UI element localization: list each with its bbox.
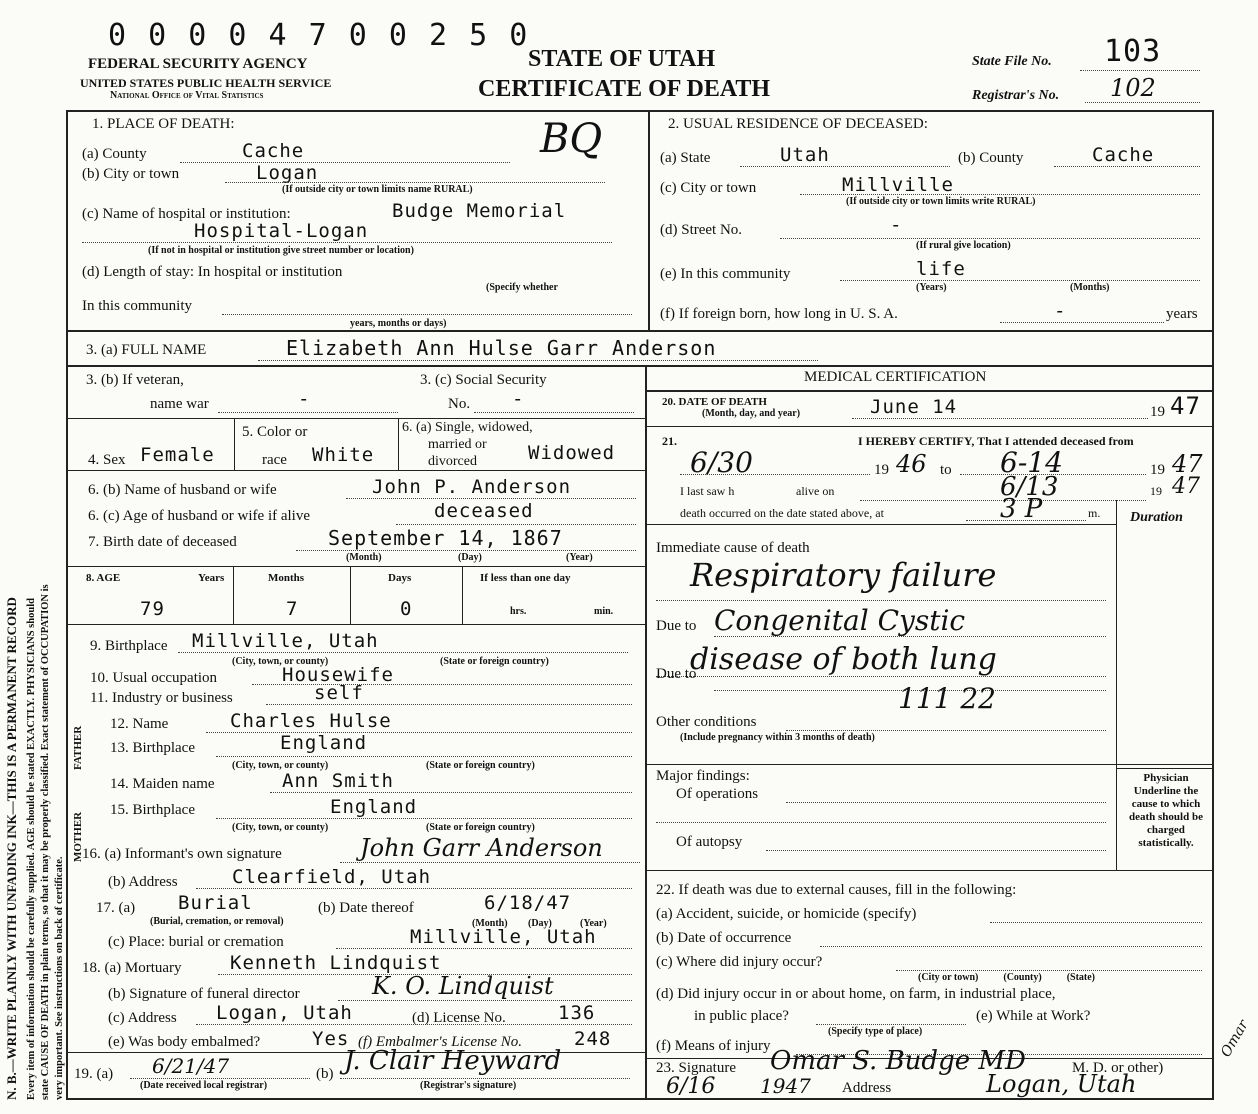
res-state: Utah (780, 144, 830, 166)
registrar-signature: J. Clair Heyward (344, 1046, 562, 1076)
mother-bp: England (330, 796, 418, 818)
age-months-h: Months (268, 572, 305, 584)
place-city: Logan (256, 162, 319, 184)
place-heading: 1. PLACE OF DEATH: (92, 116, 235, 132)
ext-d-note: (Specify type of place) (828, 1026, 923, 1037)
burial-place: Millville, Utah (410, 926, 597, 948)
side-note-2: Every item of information should be carefully supplied. AGE should be stated EXACTLY. PHYSICIANS should (26, 598, 37, 1100)
signature-suffix: M. D. or other) (1072, 1060, 1164, 1076)
major-label: Major findings: (656, 768, 750, 784)
father-bp: England (280, 732, 368, 754)
hospital-note: (If not in hospital or institution give street number or location) (148, 245, 414, 256)
age-hrs: hrs. (510, 606, 527, 617)
place-county-label: (a) County (82, 146, 147, 162)
last-saw-date: 6/13 (1000, 472, 1059, 502)
signature-year: 1947 (760, 1074, 811, 1098)
immediate-label: Immediate cause of death (656, 540, 810, 556)
side-note-main: N. B.—WRITE PLAINLY WITH UNFADING INK—THIS IS A PERMANENT RECORD (4, 597, 19, 1100)
spouse: John P. Anderson (372, 476, 572, 498)
attended-to-year: 47 (1172, 450, 1203, 478)
age-days-h: Days (388, 572, 412, 584)
res-foreign-label: (f) If foreign born, how long in U. S. A. (660, 306, 898, 322)
due2-cause: 111 22 (898, 682, 996, 715)
autopsy-label: Of autopsy (676, 834, 743, 850)
spouse-age: deceased (434, 500, 534, 522)
residence-heading: 2. USUAL RESIDENCE OF DECEASED: (668, 116, 928, 132)
informant-address-label: (b) Address (108, 874, 178, 890)
signature-label: 23. Signature (656, 1060, 736, 1076)
age-min: min. (594, 606, 614, 617)
mort-address-label: (c) Address (108, 1010, 177, 1026)
last-year: 47 (1172, 474, 1200, 499)
emb-license-label: (f) Embalmer's License No. (358, 1034, 523, 1050)
registrar-no: 102 (1110, 74, 1156, 102)
marital: Widowed (528, 442, 616, 464)
occurred-label: death occurred on the date stated above, at (680, 506, 884, 520)
war-label: name war (150, 396, 209, 412)
mother-bp-note-2: (State or foreign country) (426, 822, 535, 833)
father-bp-note-2: (State or foreign country) (426, 760, 535, 771)
burial-month-note: (Month) (472, 918, 508, 929)
certify-no: 21. (662, 434, 677, 448)
mort-address: Logan, Utah (216, 1002, 353, 1024)
ext-label: 22. If death was due to external causes, fill in the following: (656, 882, 1017, 898)
ext-e: (e) While at Work? (976, 1008, 1091, 1024)
industry-label: 11. Industry or business (90, 690, 233, 706)
res-foreign: - (1054, 300, 1067, 322)
mortuary-label: 18. (a) Mortuary (82, 960, 182, 976)
attended-from: 6/30 (690, 446, 753, 479)
burial-date-label: (b) Date thereof (318, 900, 414, 916)
father-name: Charles Hulse (230, 710, 392, 732)
side-note-4: very important. See instructions on back of certificate. (54, 856, 65, 1100)
dod-year: 47 (1170, 392, 1201, 420)
spouse-label: 6. (b) Name of husband or wife (88, 482, 277, 498)
race-label: race (262, 452, 287, 468)
medical-heading: MEDICAL CERTIFICATION (804, 369, 987, 385)
marital-label-3: divorced (428, 454, 477, 469)
filed-date: 6/21/47 (152, 1054, 230, 1078)
res-years-suffix: years (1166, 306, 1198, 322)
dod-century: 19 (1150, 404, 1165, 420)
last-saw-label: I last saw h (680, 484, 735, 498)
res-city-label: (c) City or town (660, 180, 757, 196)
director-signature: K. O. Lindquist (372, 972, 554, 1000)
filed-note: (Date received local registrar) (140, 1080, 268, 1091)
service: UNITED STATES PUBLIC HEALTH SERVICE (80, 76, 332, 90)
spouse-age-label: 6. (c) Age of husband or wife if alive (88, 508, 311, 524)
ss-no-label: No. (448, 396, 471, 412)
res-city: Millville (842, 174, 954, 196)
other-label: Other conditions (656, 714, 757, 730)
due2-label: Due to (656, 666, 697, 682)
ext-f: (f) Means of injury (656, 1038, 771, 1054)
industry: self (314, 682, 364, 704)
from-century: 19 (874, 462, 889, 478)
stay-specify: (Specify whether (486, 282, 558, 293)
physician-signature: Omar S. Budge MD (770, 1046, 1026, 1076)
attended-to: 6-14 (1000, 446, 1063, 479)
state-file-no: 103 (1104, 34, 1162, 69)
age-years: 79 (140, 598, 165, 620)
dod: June 14 (870, 396, 958, 418)
ext-c: (c) Where did injury occur? (656, 954, 823, 970)
mother-side-label: MOTHER (72, 811, 84, 862)
office: National Office of Vital Statistics (110, 90, 264, 101)
operations-label: Of operations (676, 786, 759, 802)
age-months: 7 (286, 598, 299, 620)
to-century: 19 (1150, 462, 1165, 478)
res-years: (Years) (916, 282, 947, 293)
ymd-note: years, months or days) (350, 318, 447, 329)
ext-d-2: in public place? (694, 1008, 789, 1024)
immediate-cause: Respiratory failure (690, 556, 997, 594)
age-less-h: If less than one day (480, 572, 571, 584)
father-bp-label: 13. Birthplace (110, 740, 195, 756)
license: 136 (558, 1002, 596, 1024)
certify-text: I HEREBY CERTIFY, That I attended deceased from (858, 434, 1134, 448)
burial-year-note: (Year) (580, 918, 607, 929)
war: - (298, 388, 311, 410)
occurred-m: m. (1088, 506, 1101, 520)
margin-note: Omar (1218, 1017, 1252, 1060)
res-county: Cache (1092, 144, 1155, 166)
occupation: Housewife (282, 664, 394, 686)
registrar-label: Registrar's No. (972, 88, 1060, 103)
mortuary: Kenneth Lindquist (230, 952, 442, 974)
mother-bp-label: 15. Birthplace (110, 802, 195, 818)
hospital-name-2: Hospital-Logan (194, 220, 369, 242)
father-bp-note-1: (City, town, or county) (232, 760, 329, 771)
birth-year-note: (Year) (566, 552, 593, 563)
res-community-label: (e) In this community (660, 266, 791, 282)
father-name-label: 12. Name (110, 716, 169, 732)
birthdate: September 14, 1867 (328, 526, 563, 550)
to-label: to (940, 462, 952, 478)
state-file-label: State File No. (972, 54, 1052, 69)
burial-place-label: (c) Place: burial or cremation (108, 934, 284, 950)
last-century: 19 (1150, 484, 1162, 498)
birth-day-note: (Day) (458, 552, 482, 563)
res-county-label: (b) County (958, 150, 1024, 166)
ss-label: 3. (c) Social Security (420, 372, 547, 388)
due1-cause-a: Congenital Cystic (714, 604, 966, 637)
sex-label: 4. Sex (88, 452, 126, 468)
age-days: 0 (400, 598, 413, 620)
res-street-note: (If rural give location) (916, 240, 1011, 251)
embalmed: Yes (312, 1028, 350, 1050)
father-side-label: FATHER (72, 725, 84, 770)
birthplace: Millville, Utah (192, 630, 379, 652)
informant-signature: John Garr Anderson (360, 834, 603, 862)
color-label: 5. Color or (242, 424, 308, 440)
place-mark: BQ (540, 116, 603, 162)
veteran-label: 3. (b) If veteran, (86, 372, 184, 388)
emb-license: 248 (574, 1028, 612, 1050)
due1-cause-b: disease of both lung (690, 642, 997, 677)
director-label: (b) Signature of funeral director (108, 986, 300, 1002)
serial-number: 0 0 0 0 4 7 0 0 2 5 0 (108, 18, 530, 53)
age-label: 8. AGE (86, 572, 121, 584)
license-label: (d) License No. (412, 1010, 506, 1026)
place-city-note: (If outside city or town limits name RURAL) (282, 184, 473, 195)
res-community: life (916, 258, 966, 280)
bp-note-2: (State or foreign country) (440, 656, 549, 667)
place-city-label: (b) City or town (82, 166, 180, 182)
res-months: (Months) (1070, 282, 1110, 293)
state-title: STATE OF UTAH (528, 46, 716, 72)
hospital-name-1: Budge Memorial (392, 200, 567, 222)
attended-from-year: 46 (896, 450, 927, 478)
ext-d-1: (d) Did injury occur in or about home, on farm, in industrial place, (656, 986, 1056, 1002)
duration-label: Duration (1130, 510, 1183, 525)
ext-a: (a) Accident, suicide, or homicide (specify) (656, 906, 917, 922)
dod-label: 20. DATE OF DEATH (662, 396, 767, 408)
race: White (312, 444, 375, 466)
sig-address: Logan, Utah (986, 1070, 1137, 1098)
birthplace-label: 9. Birthplace (90, 638, 168, 654)
embalmed-label: (e) Was body embalmed? (108, 1034, 261, 1050)
res-street: - (890, 214, 903, 236)
filed-label: 19. (a) (74, 1066, 114, 1082)
sex: Female (140, 444, 215, 466)
cert-title: CERTIFICATE OF DEATH (478, 76, 771, 102)
res-state-label: (a) State (660, 150, 711, 166)
other-note: (Include pregnancy within 3 months of death) (680, 732, 875, 743)
informant-label: 16. (a) Informant's own signature (82, 846, 282, 862)
community-label: In this community (82, 298, 192, 314)
bp-note-1: (City, town, or county) (232, 656, 329, 667)
birth-month-note: (Month) (346, 552, 382, 563)
marital-label-2: married or (428, 437, 487, 452)
age-years-h: Years (198, 572, 225, 584)
place-county: Cache (242, 140, 305, 162)
sig-address-label: Address (842, 1080, 892, 1096)
burial-day-note: (Day) (528, 918, 552, 929)
ext-c-note: (City or town) (County) (State) (918, 972, 1096, 983)
mother-bp-note-1: (City, town, or county) (232, 822, 329, 833)
side-note-3: state CAUSE OF DEATH in plain terms, so that it may be properly classified. Exact statement of OCCUPATION is (40, 584, 51, 1100)
fullname-label: 3. (a) FULL NAME (86, 342, 207, 358)
res-street-label: (d) Street No. (660, 222, 743, 238)
fullname: Elizabeth Ann Hulse Garr Anderson (286, 336, 717, 360)
marital-label-1: 6. (a) Single, widowed, (402, 420, 533, 435)
registrar-note: (Registrar's signature) (420, 1080, 517, 1091)
dod-note: (Month, day, and year) (702, 408, 801, 419)
ss-no: - (512, 388, 525, 410)
informant-address: Clearfield, Utah (232, 866, 432, 888)
stay-label: (d) Length of stay: In hospital or institution (82, 264, 343, 280)
burial-label: 17. (a) (96, 900, 136, 916)
mother-name: Ann Smith (282, 770, 394, 792)
res-city-note: (If outside city or town limits write RURAL) (846, 196, 1036, 207)
physician-box: Physician Underline the cause to which death should be charged statistically. (1129, 772, 1203, 849)
occupation-label: 10. Usual occupation (90, 670, 218, 686)
agency: FEDERAL SECURITY AGENCY (88, 56, 308, 72)
mother-name-label: 14. Maiden name (110, 776, 215, 792)
burial: Burial (178, 892, 253, 914)
birthdate-label: 7. Birth date of deceased (88, 534, 237, 550)
signature-date: 6/16 (666, 1074, 716, 1099)
ext-b: (b) Date of occurrence (656, 930, 792, 946)
occurred-time: 3 P (1000, 494, 1043, 524)
alive-on-label: alive on (796, 484, 835, 498)
due1-label: Due to (656, 618, 697, 634)
burial-note: (Burial, cremation, or removal) (150, 916, 284, 927)
registrar-sig-label: (b) (316, 1066, 334, 1082)
hospital-label: (c) Name of hospital or institution: (82, 206, 291, 222)
burial-date: 6/18/47 (484, 892, 572, 914)
